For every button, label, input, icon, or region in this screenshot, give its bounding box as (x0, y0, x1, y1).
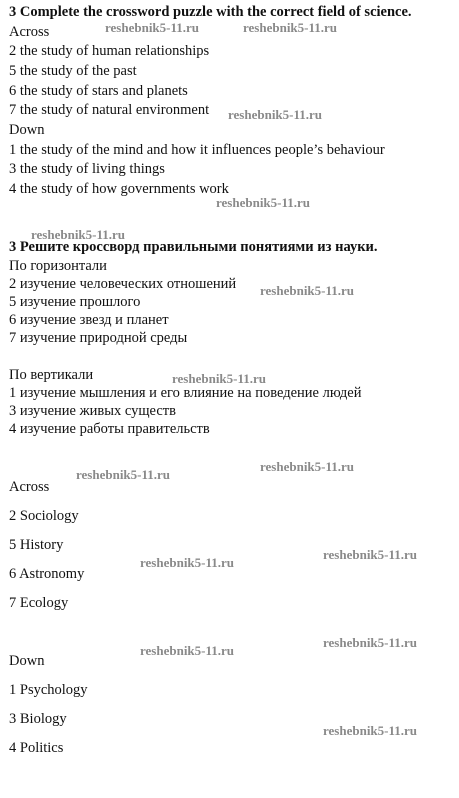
clue-across-en: 2 the study of human relationships (9, 43, 210, 59)
answer-across: 7 Ecology (9, 595, 69, 611)
watermark: reshebnik5-11.ru (323, 635, 418, 650)
clue-across-en: 6 the study of stars and planets (9, 83, 188, 99)
watermark: reshebnik5-11.ru (323, 723, 418, 738)
across-label-ru: По горизонтали (9, 258, 107, 274)
watermark: reshebnik5-11.ru (140, 555, 235, 570)
watermark: reshebnik5-11.ru (76, 467, 171, 482)
clue-across-en: 5 the study of the past (9, 63, 137, 79)
exercise-heading-en: 3 Complete the crossword puzzle with the correct field of science. (9, 4, 412, 20)
clue-across-ru: 7 изучение природной среды (9, 330, 188, 346)
clue-down-en: 3 the study of living things (9, 161, 165, 177)
down-label-en: Down (9, 122, 45, 138)
watermark: reshebnik5-11.ru (140, 643, 235, 658)
clue-across-ru: 2 изучение человеческих отношений (9, 276, 237, 292)
watermark: reshebnik5-11.ru (172, 371, 267, 386)
watermark: reshebnik5-11.ru (105, 20, 200, 35)
watermark: reshebnik5-11.ru (228, 107, 323, 122)
answer-down: 4 Politics (9, 740, 64, 756)
watermark: reshebnik5-11.ru (216, 195, 311, 210)
answer-across: 5 History (9, 537, 64, 553)
clue-down-en: 4 the study of how governments work (9, 181, 229, 197)
watermark: reshebnik5-11.ru (260, 459, 355, 474)
clue-down-ru: 1 изучение мышления и его влияние на поведение людей (9, 385, 362, 401)
answers-across-label: Across (9, 479, 50, 495)
clue-down-en: 1 the study of the mind and how it influences people’s behaviour (9, 142, 385, 158)
across-label-en: Across (9, 24, 50, 40)
clue-down-ru: 4 изучение работы правительств (9, 421, 210, 437)
clue-across-ru: 5 изучение прошлого (9, 294, 141, 310)
answer-down: 3 Biology (9, 711, 67, 727)
watermark: reshebnik5-11.ru (323, 547, 418, 562)
exercise-heading-ru: 3 Решите кроссворд правильными понятиями из науки. (9, 239, 378, 255)
clue-down-ru: 3 изучение живых существ (9, 403, 176, 419)
answer-down: 1 Psychology (9, 682, 88, 698)
answer-across: 2 Sociology (9, 508, 79, 524)
clue-across-en: 7 the study of natural environment (9, 102, 210, 118)
watermark: reshebnik5-11.ru (260, 283, 355, 298)
watermark: reshebnik5-11.ru (31, 227, 126, 242)
answers-down-label: Down (9, 653, 45, 669)
down-label-ru: По вертикали (9, 367, 94, 383)
clue-across-ru: 6 изучение звезд и планет (9, 312, 169, 328)
answer-across: 6 Astronomy (9, 566, 85, 582)
watermark: reshebnik5-11.ru (243, 20, 338, 35)
